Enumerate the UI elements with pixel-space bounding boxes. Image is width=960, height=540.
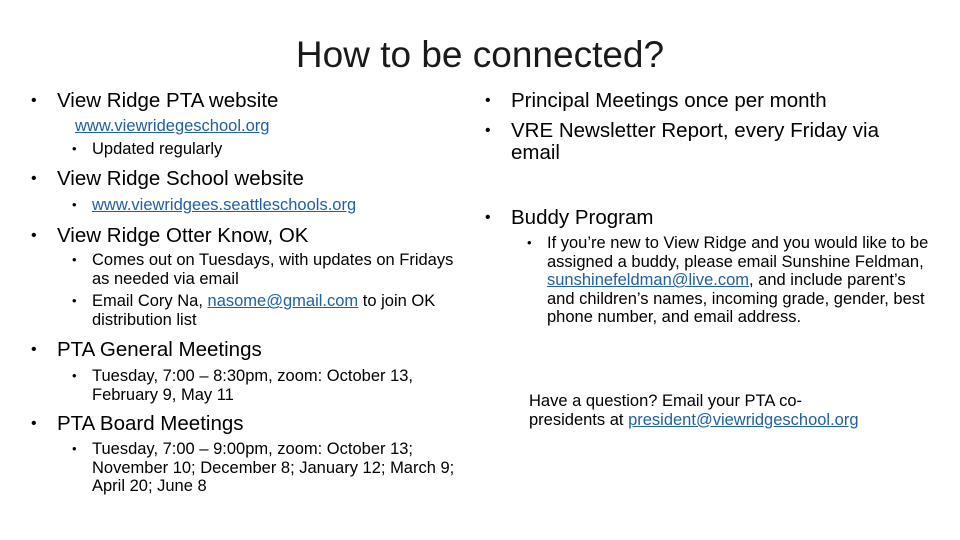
bullet-pta-website: • View Ridge PTA website xyxy=(31,89,279,112)
bullet-buddy-program: • Buddy Program xyxy=(485,206,654,229)
bullet-label: VRE Newsletter Report, every Friday via email xyxy=(511,119,879,164)
bullet-newsletter: • VRE Newsletter Report, every Friday via email xyxy=(485,119,879,164)
sub-text: Updated regularly xyxy=(92,140,223,158)
sunshine-email-link[interactable]: sunshinefeldman@live.com xyxy=(547,271,750,289)
question-note xyxy=(529,392,869,429)
bullet-label: View Ridge Otter Know, OK xyxy=(57,224,309,247)
sub-text: to join OK distribution list xyxy=(92,292,436,329)
link-text[interactable]: www.viewridegeschool.org xyxy=(75,117,270,135)
bullet-label: View Ridge School website xyxy=(57,167,304,190)
sub-bullet-school-url: • www.viewridgees.seattleschools.org xyxy=(72,196,357,214)
sub-text: Tuesday, 7:00 – 9:00pm, zoom: October 13; November 10; December 8; January 12; March 9; April 20; June 8 xyxy=(92,440,455,495)
bullet-label: PTA Board Meetings xyxy=(57,412,244,435)
sub-text: Email Cory Na, xyxy=(92,292,208,310)
sub-bullet-otter-email: • Email Cory Na, nasome@gmail.com to join OK distribution list xyxy=(72,292,436,329)
bullet-label: Principal Meetings once per month xyxy=(511,89,827,112)
slide-title: How to be connected? xyxy=(295,34,665,75)
sub-bullet-otter-schedule: • Comes out on Tuesdays, with updates on Fridays as needed via email xyxy=(72,251,454,288)
sub-text: If you’re new to View Ridge and you would like to be assigned a buddy, please email Sunshine Feldman, xyxy=(547,234,929,271)
pta-website-link[interactable] xyxy=(75,117,269,136)
bullet-label: PTA General Meetings xyxy=(57,338,262,361)
sub-text: Comes out on Tuesdays, with updates on Fridays as needed via email xyxy=(92,251,454,288)
sub-bullet-board-schedule: • Tuesday, 7:00 – 9:00pm, zoom: October 13; November 10; December 8; January 12; March 9; April 20; June 8 xyxy=(72,440,455,495)
sub-bullet-buddy-info: • If you’re new to View Ridge and you would like to be assigned a buddy, please email Sunshine Feldman, sunshinefeldman@live.com, and include parent’s and children’s names, incoming grade, gender, best phone number, and email address. xyxy=(527,234,929,326)
bullet-otter-know: • View Ridge Otter Know, OK xyxy=(31,224,309,247)
bullet-general-meetings: • PTA General Meetings xyxy=(31,338,262,361)
bullet-label: View Ridge PTA website xyxy=(57,89,279,112)
sub-bullet-general-schedule: • Tuesday, 7:00 – 8:30pm, zoom: October 13, February 9, May 11 xyxy=(72,367,414,404)
president-email-link[interactable]: president@viewridgeschool.org xyxy=(628,410,859,429)
sub-text: , and include parent’s and children’s names, incoming grade, gender, best phone number, and email address. xyxy=(547,271,925,326)
nasome-email-link[interactable]: nasome@gmail.com xyxy=(207,292,359,310)
bullet-school-website: • View Ridge School website xyxy=(31,167,304,190)
sub-bullet-updated: • Updated regularly xyxy=(72,140,223,158)
bullet-principal-meetings: • Principal Meetings once per month xyxy=(485,89,827,112)
bullet-label: Buddy Program xyxy=(511,206,654,229)
question-text: Have a question? Email your PTA co-presidents at xyxy=(529,392,802,429)
bullet-board-meetings: • PTA Board Meetings xyxy=(31,412,244,435)
sub-text: Tuesday, 7:00 – 8:30pm, zoom: October 13, February 9, May 11 xyxy=(92,367,414,404)
school-website-link[interactable]: www.viewridgees.seattleschools.org xyxy=(92,196,357,214)
